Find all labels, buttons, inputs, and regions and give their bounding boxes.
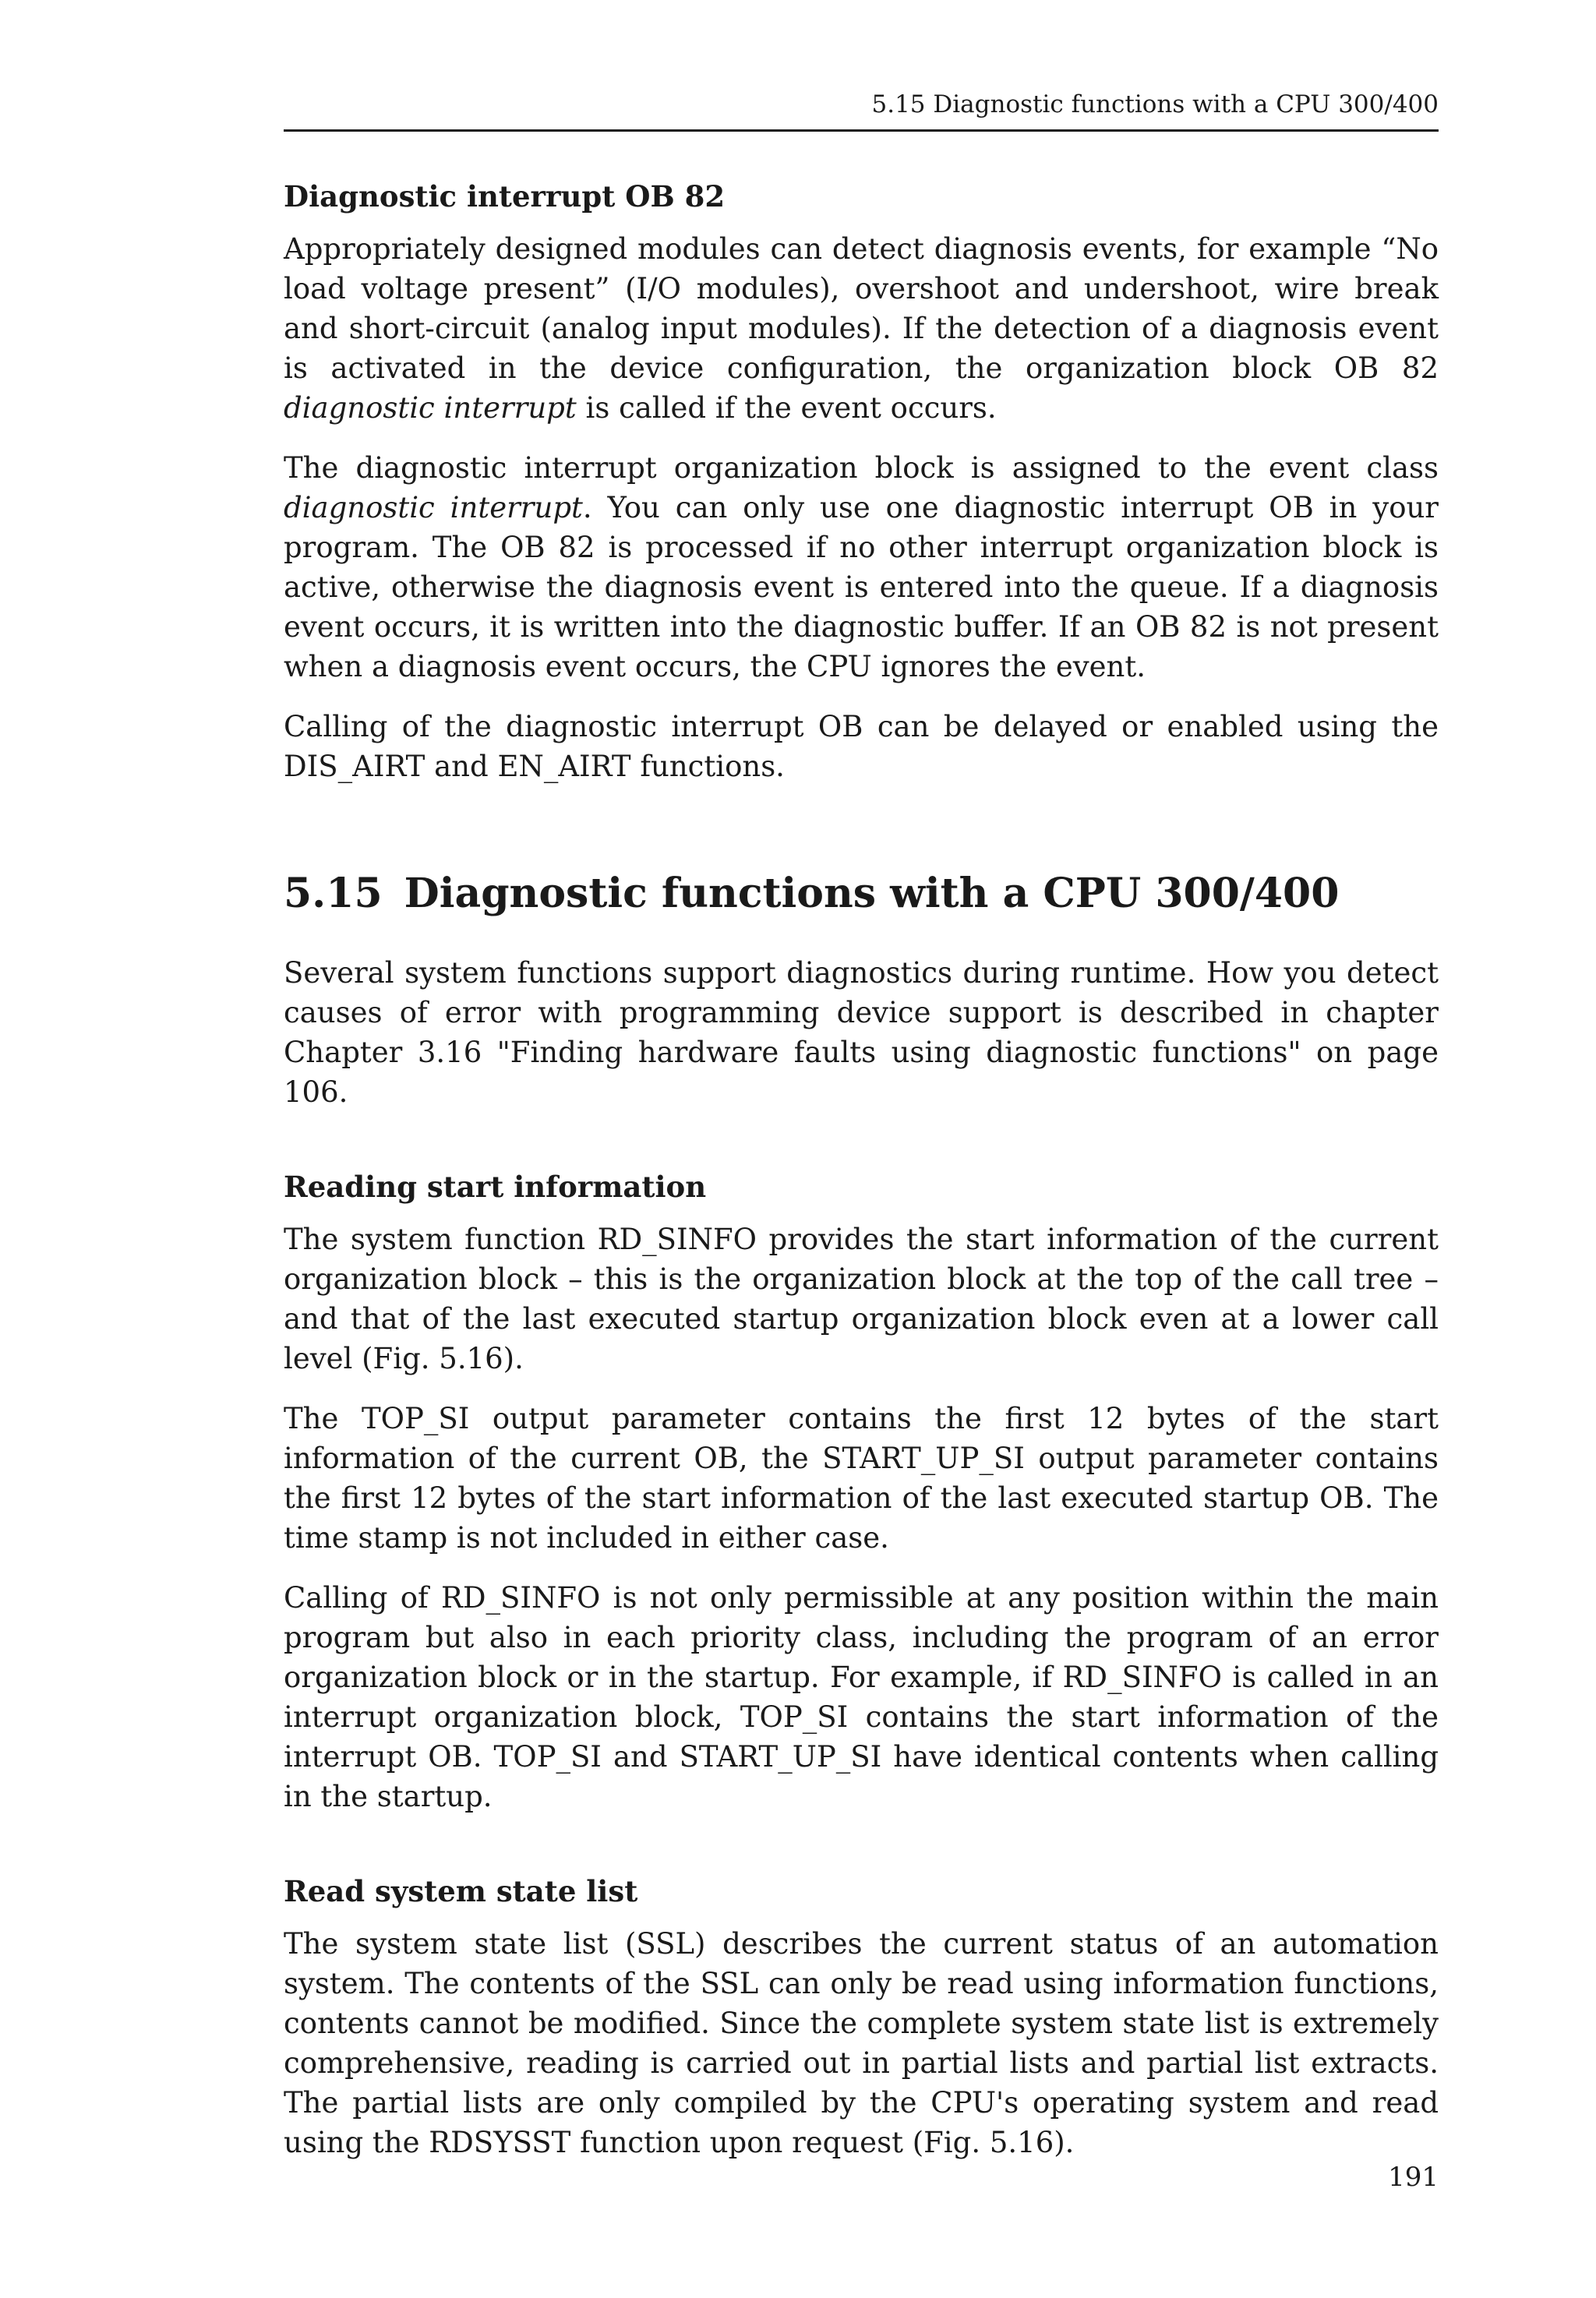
paragraph-text: The diagnostic interrupt organization block is assigned to the event class (284, 451, 1439, 485)
section-title-text: Diagnostic functions with a CPU 300/400 (404, 870, 1340, 917)
section-number: 5.15 (284, 870, 383, 917)
paragraph-ob82-2 (284, 448, 1439, 687)
page-number: 191 (1388, 2162, 1439, 2193)
section-title (284, 869, 1439, 919)
running-header: 5.15 Diagnostic functions with a CPU 300/400 (871, 90, 1439, 118)
paragraph-section-intro: Several system functions support diagnostics during runtime. How you detect causes of error with programming device support is described in chapter Chapter 3.16 "Finding hardware faults using diagnostic functions" on page 106. (284, 956, 1439, 1109)
header-rule (284, 129, 1439, 132)
emphasis-term: diagnostic interrupt (284, 491, 583, 524)
paragraph-ob82-3: Calling of the diagnostic interrupt OB can be delayed or enabled using the DIS_AIRT and EN_AIRT functions. (284, 710, 1439, 783)
paragraph-ssl-1: The system state list (SSL) describes the current status of an automation system. The contents of the SSL can only be read using information functions, contents cannot be modified. Since the complete system state list is extremely comprehensive, reading is carried out in partial lists and partial list extracts. The partial lists are only compiled by the CPU's operating system and read using the RDSYSST function upon request (Fig. 5.16). (284, 1927, 1439, 2159)
paragraph-text: . You can only use one diagnostic interrupt OB in your program. The OB 82 is processed if no other interrupt organization block is active, otherwise the diagnosis event is entered into the queue. If a diagnosis event occurs, it is written into the diagnostic buffer. If an OB 82 is not present when a diagnosis event occurs, the CPU ignores the event. (284, 491, 1439, 683)
heading-read-system-state-list: Read system state list (284, 1874, 638, 1908)
paragraph-start-info-2: The TOP_SI output parameter contains the first 12 bytes of the start information of the current OB, the START_UP_SI output parameter contains the first 12 bytes of the start information of the last executed startup OB. The time stamp is not included in either case. (284, 1402, 1439, 1555)
paragraph-ob82-1 (284, 229, 1439, 428)
emphasis-term: diagnostic interrupt (284, 391, 577, 425)
page (284, 0, 1439, 2298)
heading-diagnostic-interrupt: Diagnostic interrupt OB 82 (284, 179, 726, 214)
paragraph-start-info-3: Calling of RD_SINFO is not only permissible at any position within the main program but also in each priority class, including the program of an error organization block or in the startup. For example, if RD_SINFO is called in an interrupt organization block, TOP_SI contains the start information of the interrupt OB. TOP_SI and START_UP_SI have identical contents when calling in the startup. (284, 1581, 1439, 1813)
paragraph-text: Appropriately designed modules can detect diagnosis events, for example “No load voltage present” (I/O modules), overshoot and undershoot, wire break and short-circuit (analog input modules). If the detection of a diagnosis event is activated in the device configuration, the organization block OB 82 (284, 232, 1439, 385)
heading-reading-start-information: Reading start information (284, 1170, 707, 1204)
paragraph-text: is called if the event occurs. (576, 391, 997, 425)
paragraph-start-info-1: The system function RD_SINFO provides the start information of the current organization block – this is the organization block at the top of the call tree – and that of the last executed startup organization block even at a lower call level (Fig. 5.16). (284, 1223, 1439, 1375)
page-content (284, 176, 1439, 2183)
